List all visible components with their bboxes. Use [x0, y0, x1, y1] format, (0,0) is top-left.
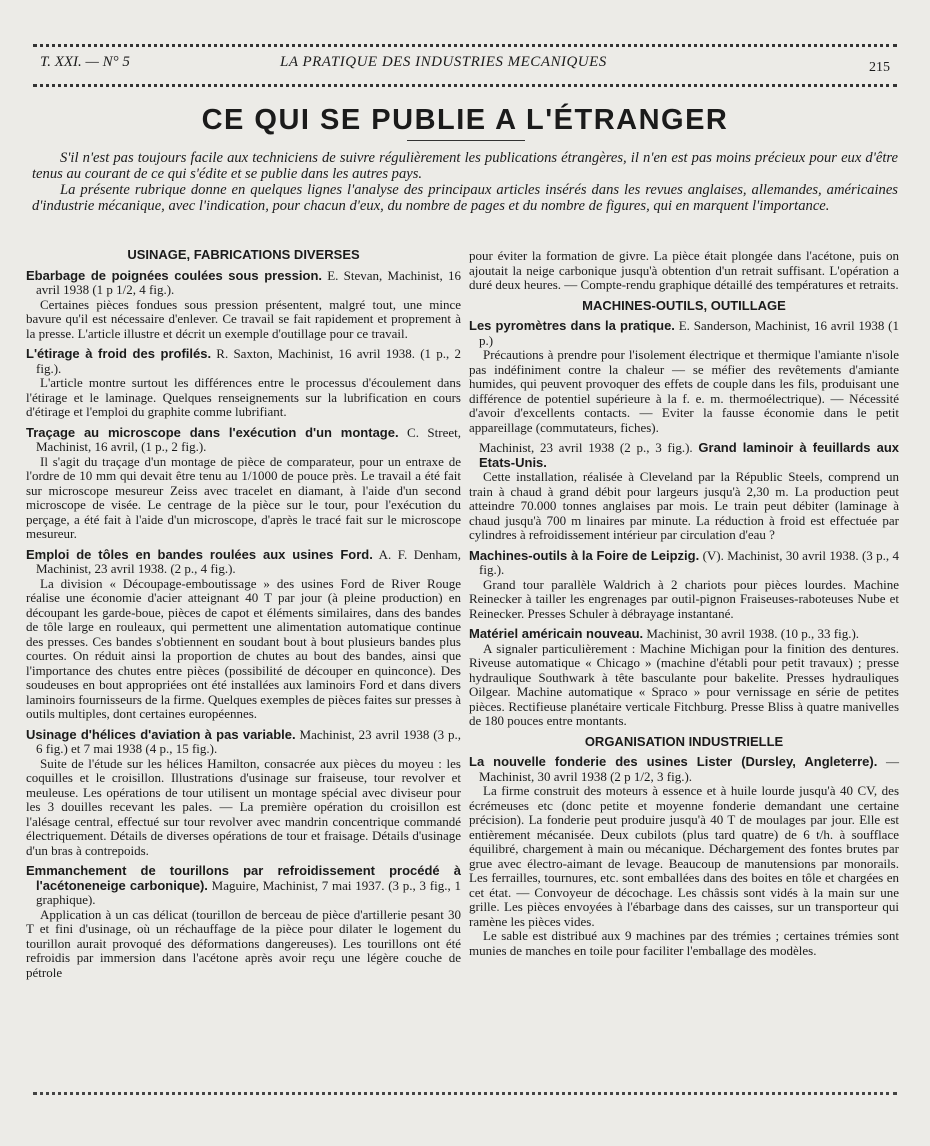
article-title: Usinage d'hélices d'aviation à pas variable.: [26, 726, 296, 742]
article-body: Suite de l'étude sur les hélices Hamilton, consacrée aux pièces du moyeu : les coquilles et le croisillon. Illustrations d'usinage sur fraiseuse, tour revolver et meuleuse. Les opérations de tour utilisent un montage spécial avec diviseur pour les 3 douilles recevant les pales. — La première opération du croisillon est l'alésage central, effectué sur tour revolver avec mandrin concentrique commandé électriquement. Détails de diverses opérations de tour et fraisage. Détails d'usinage d'un bras à contrepoids.: [26, 755, 461, 858]
article-heading: [26, 548, 461, 577]
journal-title: LA PRATIQUE DES INDUSTRIES MECANIQUES: [280, 54, 607, 70]
article-body: Cette installation, réalisée à Cleveland par la Républic Steels, comprend un train à chaud à grand débit pour largeurs jusqu'à 2,30 m. La production peut atteindre 70.000 tonnes anglaises par mois. Le train peut débiter (laminage à chaud jusqu'à 700 m linaires par minute. La réduction à froid est effectuée par cylindres à refroidissement intérieur par circulation d'eau ?: [469, 469, 899, 542]
article-body: Il s'agit du traçage d'un montage de pièce de comparateur, pour un entraxe de l'ordre de 10 mm qui devait être tenu au 1/1000 de pouce près. Le travail a été fait sur microscope mesureur Zeiss avec tracelet en diamant, à l'aide d'un second microscope de visée. Le centrage de la pièce sur le tour, pour l'exécution du perçage, a été fait à l'aide d'un microscope, d'après le tracé fait sur le microscope mesureur.: [26, 453, 461, 541]
article-title: Emmanchement de tourillons par refroidissement procédé à l'acétoneneige carbonique).: [26, 863, 461, 893]
intro-paragraph: S'il n'est pas toujours facile aux techniciens de suivre régulièrement les publications étrangères, il n'en est pas moins précieux pour eux d'être tenus au courant de ce qui s'édite et se publie dans les autres pays.: [32, 150, 898, 182]
article-heading: [469, 319, 899, 348]
page-number: 215: [869, 60, 890, 75]
article: [26, 347, 461, 420]
article-title: L'étirage à froid des profilés.: [26, 346, 212, 361]
article-body: Le sable est distribué aux 9 machines par des trémies ; certaines trémies sont munies de manches en toile pour faciliter l'emballage des modèles.: [469, 928, 899, 958]
running-header: [40, 54, 890, 78]
article-title: Grand laminoir à feuillards aux Etats-Unis.: [479, 440, 899, 470]
left-column: [26, 246, 461, 986]
intro-paragraphs: [32, 150, 898, 214]
article-title: La nouvelle fonderie des usines Lister (Dursley, Angleterre).: [469, 754, 878, 769]
article-reference: Machinist, 30 avril 1938. (10 p., 33 fig.).: [643, 626, 860, 641]
article-body: Certaines pièces fondues sous pression présentent, malgré tout, une mince bavure qu'il est nécessaire d'enlever. Ce travail se fait rapidement et proprement à la presse. L'article illustre et décrit un exemple d'outillage pour ce travail.: [26, 296, 461, 341]
article: [26, 269, 461, 342]
article-reference: A. F. Denham, Machinist, 23 avril 1938. (2 p., 4 fig.).: [36, 546, 462, 576]
article-heading: [469, 627, 899, 642]
article-title: Machines-outils à la Foire de Leipzig.: [469, 547, 700, 563]
article-title: Traçage au microscope dans l'exécution d'un montage.: [26, 424, 399, 440]
article: [469, 441, 899, 543]
article-body: La division « Découpage-emboutissage » des usines Ford de River Rouge réalise une économie d'acier atteignant 40 T par jour (à pleine production) en découpant les garde-boue, pièces de capot et éléments similaires, dans des bandes de tôle large en rouleaux, qui permettent une alimentation automatique continue des presses. Ces bandes s'obtiennent en soudant bout à bout plusieurs bandes plus courtes. On réduit ainsi la proportion de chutes au bout des bandes, ainsi que l'importance des chutes entre pièces (possibilité de découper en quinconce). Des soudeuses en bout appropriées ont été installées aux laminoirs Ford et dans divers laminoirs fournisseurs de la firme. Quelques exemples de pièces faites sur presses à outils multiples, dont certaines européennes.: [26, 575, 462, 721]
article: [469, 755, 899, 958]
article-body: Application à un cas délicat (tourillon de berceau de pièce d'artillerie pesant 30 T et fini d'usinage, où un réchauffage de la pièce pour dilater le logement du tourillon aurait provoqué des déformations dangereuses). Les tourillons ont été refroidis par immersion dans l'acétone après avoir reçu une légère couche de pétrole: [26, 906, 461, 980]
article-heading: [469, 549, 899, 578]
bottom-border-rule: [33, 1092, 897, 1095]
article: [26, 548, 461, 722]
article-heading: [26, 347, 461, 376]
article-reference: Machinist, 23 avril 1938 (3 p., 6 fig.) et 7 mai 1938 (4 p., 15 fig.).: [36, 726, 461, 756]
article-body: Précautions à prendre pour l'isolement électrique et thermique l'amiante n'isole pas indéfiniment contre la chaleur — se méfier des revêtements d'amiante humides, qui peuvent provoquer des effets de couple dans les fils, produisant une différence de potentiel supérieure à la f. e. m. thermoélectrique). — Nécessité d'avoir d'excellents contacts. — Eviter la fausse économie dans le petit appareillage (commutateurs, fiches).: [469, 347, 899, 435]
top-border-rule: [33, 44, 897, 47]
article-reference: E. Sanderson, Machinist, 16 avril 1938 (1 p.): [479, 318, 899, 348]
section-heading: MACHINES-OUTILS, OUTILLAGE: [582, 297, 786, 313]
article-heading: [26, 728, 461, 757]
article: [469, 319, 899, 435]
right-column: [469, 249, 899, 964]
article-reference: Machinist, 23 avril 1938 (2 p., 3 fig.).: [479, 440, 699, 455]
volume-number: T. XXI. — N° 5: [40, 54, 130, 70]
article-title: Les pyromètres dans la pratique.: [469, 318, 675, 333]
article-reference: — Machinist, 30 avril 1938 (2 p 1/2, 3 fig.).: [479, 754, 900, 784]
article-reference: Maguire, Machinist, 7 mai 1937. (3 p., 3 fig., 1 graphique).: [36, 877, 461, 907]
article-body: L'article montre surtout les différences entre le processus d'écoulement dans l'étirage et le laminage. Quelques renseignements sur la lubrification en cours d'étirage et l'emploi du graphite comme lubrifiant.: [26, 375, 461, 419]
article-body: Grand tour parallèle Waldrich à 2 chariots pour pièces lourdes. Machine Reinecker à tailler les engrenages par outil-pignon Fraiseuses-raboteuses Nube et Reinecker. Presses Schuler à débrayage instantané.: [469, 576, 899, 621]
article-heading: [26, 269, 461, 298]
continued-text: pour éviter la formation de givre. La pièce était plongée dans l'acétone, puis on ajoutait la neige carbonique jusqu'à obtention d'un retrait suffisant. L'opération a duré deux heures. — Compte-rendu graphique détaillé des températures et retraits.: [469, 248, 899, 292]
article-heading: [469, 755, 899, 784]
header-rule: [33, 84, 897, 87]
article-title: Emploi de tôles en bandes roulées aux usines Ford.: [26, 546, 373, 562]
intro-paragraph: La présente rubrique donne en quelques lignes l'analyse des principaux articles insérés dans les revues anglaises, allemandes, américaines d'industrie mécanique, avec l'indication, pour chacun d'eux, du nombre de pages et du nombre de figures, qui en marquent l'importance.: [32, 182, 898, 214]
article-body: A signaler particulièrement : Machine Michigan pour la finition des dentures. Riveuse automatique « Chicago » (machine d'établi pour petit travaux) ; presse hydraulique Southwark à tête basculante pour bakelite. Presses hydrauliques Oilgear. Machine automatique « Spraco » pour vernissage en série de petites pièces. Rectifieuse planétaire verticale Fitchburg. Presse Bliss à quatre manivelles de 180 pouces entre montants.: [469, 640, 899, 728]
title-underline: [407, 140, 525, 141]
article: [26, 426, 461, 542]
article-title: Matériel américain nouveau.: [469, 626, 644, 641]
article: [469, 627, 899, 729]
article: [469, 549, 899, 622]
article-continuation: [469, 249, 899, 293]
article-heading: [469, 441, 899, 470]
section-heading: ORGANISATION INDUSTRIELLE: [584, 733, 784, 749]
article-reference: C. Street, Machinist, 16 avril, (1 p., 2 fig.).: [36, 424, 461, 454]
article: [26, 864, 461, 980]
article: [26, 728, 461, 859]
article-reference: R. Saxton, Machinist, 16 avril 1938. (1 p., 2 fig.).: [36, 346, 461, 376]
section-heading: USINAGE, FABRICATIONS DIVERSES: [127, 247, 360, 262]
article-reference: (V). Machinist, 30 avril 1938. (3 p., 4 fig.).: [479, 547, 899, 577]
article-reference: E. Stevan, Machinist, 16 avril 1938 (1 p 1/2, 4 fig.).: [36, 267, 461, 297]
article-heading: [26, 864, 461, 908]
article-body: La firme construit des moteurs à essence et à huile lourde jusqu'à 40 CV, des écrémeuses etc (donc petite et moyenne fonderie demandant une certaine précision). La fonderie peut produire jusqu'à 40 T de moulages par jour. Elle est entièrement mécanisée. Deux cubilots (plus tard quatre) de 6 t/h. à soufflace équilibré, chargement à main ou mécanique. Déchargement des fontes brutes par grue avec électro-aimant de levage. Beaucoup de manutensions par monorails. Les ferrailles, tournures, etc. sont emballées dans des boites en tôle et chargées en cet état. — Convoyeur de décochage. Les châssis sont vidés à la main sur une grille. Les pièces envoyées à l'ébarbage dans des caisses, sur un transporteur qui ramène les pièces vides.: [469, 783, 899, 929]
article-heading: [26, 426, 461, 455]
article-title: Ebarbage de poignées coulées sous pression.: [26, 267, 322, 283]
page-title: CE QUI SE PUBLIE A L'ÉTRANGER: [201, 104, 729, 136]
